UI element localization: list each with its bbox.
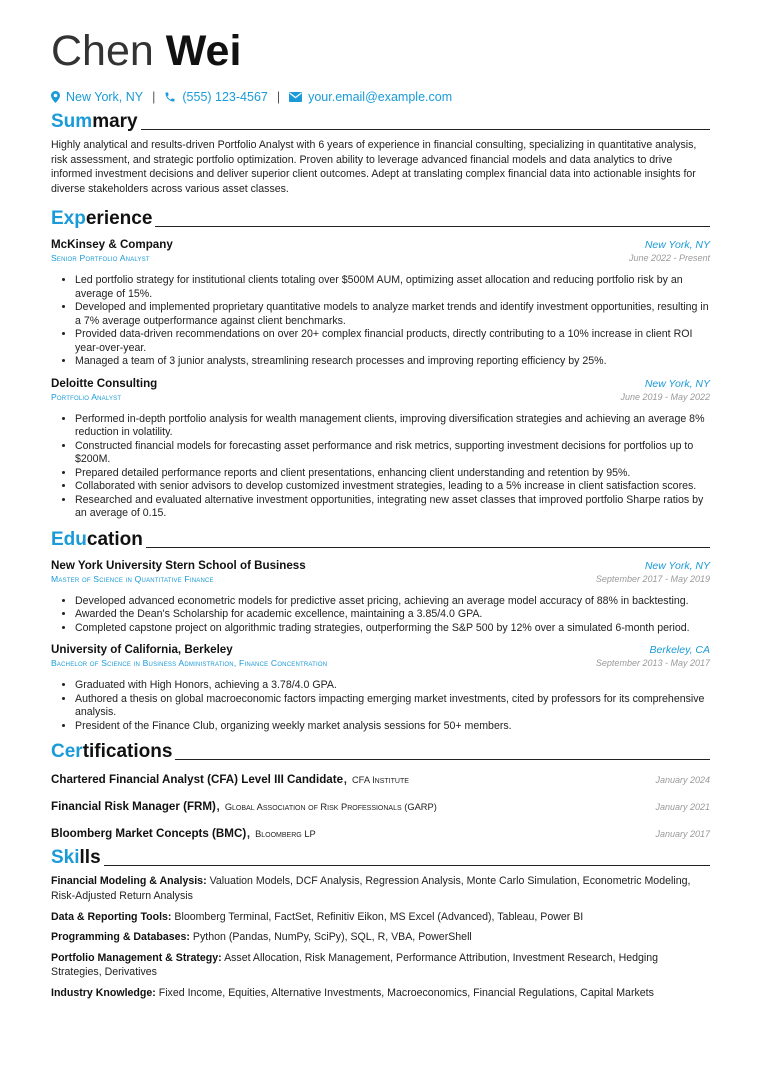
job-title: Portfolio Analyst xyxy=(51,391,122,402)
section-title: Experience xyxy=(51,208,153,230)
skill-label: Portfolio Management & Strategy: xyxy=(51,951,222,964)
skill-row xyxy=(51,910,710,925)
section-divider xyxy=(104,865,710,866)
cert-name: Bloomberg Market Concepts (BMC) xyxy=(51,827,247,841)
cert-issuer: Global Association of Risk Professionals (GARP) xyxy=(224,802,437,813)
education-entry xyxy=(51,559,710,636)
education-entry xyxy=(51,643,710,733)
section-divider xyxy=(155,226,710,227)
section-divider xyxy=(146,547,710,548)
org-name: Deloitte Consulting xyxy=(51,376,158,390)
degree-title: Bachelor of Science in Business Administration, Finance Concentration xyxy=(51,658,328,669)
skill-label: Financial Modeling & Analysis: xyxy=(51,875,207,888)
bullet-item: • Graduated with High Honors, achieving a 3.78/4.0 GPA. xyxy=(75,679,710,693)
bullet-list xyxy=(51,595,710,636)
last-name: Wei xyxy=(165,27,242,75)
experience-entry xyxy=(51,377,710,521)
contact-separator: | xyxy=(276,90,281,104)
bullet-item: • Authored a thesis on global macroeconomic factors impacting emerging market investments, cited by professors for its comprehensive analysis. xyxy=(75,693,710,720)
cert-issuer: CFA Institute xyxy=(351,775,409,786)
bullet-item: • Managed a team of 3 junior analysts, streamlining research processes and improving reporting efficiency by 25%. xyxy=(75,355,710,369)
bullet-item: • Led portfolio strategy for institutional clients totaling over $500M AUM, optimizing asset allocation and reducing portfolio risk by an average of 15%. xyxy=(75,274,710,301)
skill-value: Asset Allocation, Risk Management, Performance Attribution, Investment Research, Hedging Strategies, Derivatives xyxy=(51,951,659,979)
skill-value: Bloomberg Terminal, FactSet, Refinitiv Eikon, MS Excel (Advanced), Tableau, Power BI xyxy=(174,910,584,923)
skill-row xyxy=(51,930,710,945)
bullet-item: • President of the Finance Club, organizing weekly market analysis sessions for 50+ members. xyxy=(75,720,710,734)
bullet-item: • Prepared detailed performance reports and client presentations, enhancing client understanding and retention by 95%. xyxy=(75,467,710,481)
bullet-item: • Completed capstone project on algorithmic trading strategies, outperforming the S&P 500 by 12% over a simulated 6-month period. xyxy=(75,622,710,636)
skill-label: Industry Knowledge: xyxy=(51,986,156,999)
summary-text: Highly analytical and results-driven Portfolio Analyst with 6 years of experience in financial consulting, specializing in quantitative analysis, risk assessment, and strategic portfolio optimization. Proven ability to leverage advanced financial models and data analytics to drive informed investment decisions and deliver superior client outcomes. Adept at translating complex financial data into actionable insights for diverse stakeholders across various asset classes. xyxy=(51,139,697,195)
section-title: Summary xyxy=(51,111,138,132)
skill-value: Valuation Models, DCF Analysis, Regression Analysis, Monte Carlo Simulation, Econometric Modeling, Risk-Adjusted Return Analysis xyxy=(51,875,691,902)
entry-location: New York, NY xyxy=(644,239,710,252)
cert-issuer: Bloomberg LP xyxy=(255,829,316,840)
certification-entry: Financial Risk Manager (FRM), Global Association of Risk Professionals (GARP) January 2021 xyxy=(51,797,710,815)
skill-label: Programming & Databases: xyxy=(51,931,190,944)
entry-location: New York, NY xyxy=(644,377,710,390)
section-title: Skills xyxy=(51,847,101,869)
entry-location: New York, NY xyxy=(644,559,710,572)
cert-date: January 2024 xyxy=(655,775,710,786)
first-name: Chen xyxy=(51,27,154,75)
degree-title: Master of Science in Quantitative Finance xyxy=(51,573,214,584)
bullet-item: • Provided data-driven recommendations on over 20+ complex financial products, directly contributing to a 10% increase in client ROI year-over-year. xyxy=(75,328,710,355)
candidate-name xyxy=(51,28,710,74)
location-text: New York, NY xyxy=(66,90,144,104)
cert-name: Chartered Financial Analyst (CFA) Level III Candidate xyxy=(51,773,344,787)
skill-row xyxy=(51,986,710,1001)
bullet-item: • Performed in-depth portfolio analysis for wealth management clients, improving diversification strategies and achieving an average 8% reduction in volatility. xyxy=(75,413,710,440)
certification-entry: Bloomberg Market Concepts (BMC), Bloomberg LP January 2017 xyxy=(51,824,710,842)
skill-label: Data & Reporting Tools: xyxy=(51,910,172,923)
cert-date: January 2021 xyxy=(655,802,710,813)
email-link[interactable]: your.email@example.com xyxy=(308,90,453,104)
experience-entry xyxy=(51,238,710,369)
section-title: Education xyxy=(51,528,143,550)
entry-dates: September 2013 - May 2017 xyxy=(595,658,710,669)
map-pin-icon xyxy=(51,91,60,103)
skill-value: Python (Pandas, NumPy, SciPy), SQL, R, VBA, PowerShell xyxy=(192,931,472,944)
entry-dates: September 2017 - May 2019 xyxy=(595,573,710,584)
certifications-section-header xyxy=(51,741,710,763)
cert-name: Financial Risk Manager (FRM) xyxy=(51,800,216,814)
skill-row xyxy=(51,951,710,980)
bullet-item: • Developed and implemented proprietary quantitative models to analyze market trends and identify investment opportunities, resulting in a 7% average outperformance against client benchmarks. xyxy=(75,301,710,328)
org-name: McKinsey & Company xyxy=(51,238,173,252)
bullet-list xyxy=(51,413,710,521)
cert-date: January 2017 xyxy=(655,829,710,840)
entry-dates: June 2019 - May 2022 xyxy=(620,391,710,402)
skill-value: Fixed Income, Equities, Alternative Investments, Macroeconomics, Financial Regulations, Capital Markets xyxy=(158,986,654,999)
bullet-list xyxy=(51,274,710,369)
experience-section-header xyxy=(51,208,710,230)
skills-section-header xyxy=(51,847,710,869)
bullet-item: • Constructed financial models for forecasting asset performance and risk metrics, supporting investment decisions for portfolios up to $200M. xyxy=(75,440,710,467)
certification-entry: Chartered Financial Analyst (CFA) Level III Candidate, CFA Institute January 2024 xyxy=(51,770,710,788)
section-divider xyxy=(141,129,710,130)
job-title: Senior Portfolio Analyst xyxy=(51,253,150,264)
phone-icon xyxy=(164,91,176,103)
school-name: University of California, Berkeley xyxy=(51,643,233,657)
contact-line xyxy=(51,89,710,105)
bullet-item: • Collaborated with senior advisors to develop customized investment strategies, leading to a 5% increase in client satisfaction scores. xyxy=(75,480,710,494)
entry-dates: June 2022 - Present xyxy=(628,253,710,264)
bullet-item: • Awarded the Dean's Scholarship for academic excellence, maintaining a 3.85/4.0 GPA. xyxy=(75,608,710,622)
skill-row xyxy=(51,874,710,903)
school-name: New York University Stern School of Business xyxy=(51,558,306,572)
bullet-item: • Developed advanced econometric models for predictive asset pricing, achieving an average model accuracy of 88% in backtesting. xyxy=(75,595,710,609)
entry-location: Berkeley, CA xyxy=(649,644,710,657)
bullet-list xyxy=(51,679,710,733)
section-title: Certifications xyxy=(51,741,173,763)
section-divider xyxy=(175,759,710,760)
education-section-header xyxy=(51,529,710,551)
summary-section-header xyxy=(51,111,710,133)
envelope-icon xyxy=(289,92,302,102)
contact-separator: | xyxy=(152,90,156,104)
phone-text: (555) 123-4567 xyxy=(182,90,268,104)
bullet-item: • Researched and evaluated alternative investment opportunities, integrating new asset classes that improved portfolio Sharpe ratios by an average of 0.15. xyxy=(75,494,710,521)
